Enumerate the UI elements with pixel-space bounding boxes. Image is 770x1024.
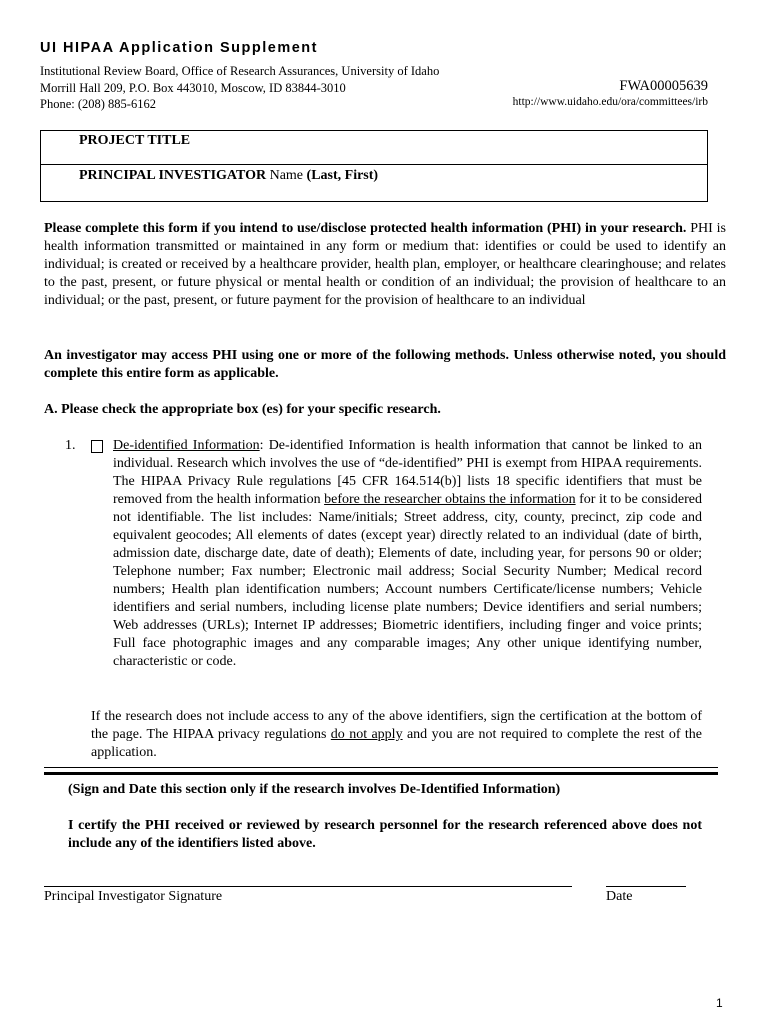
followup-paragraph bbox=[91, 708, 702, 762]
intro-paragraph bbox=[44, 220, 726, 310]
certification-statement: I certify the PHI received or reviewed by research personnel for the research referenced above does not include any of the identifiers listed above. bbox=[68, 818, 702, 851]
methods-note: An investigator may access PHI using one or more of the following methods. Unless otherwise noted, you should complete this entire form as applicable. bbox=[44, 348, 726, 381]
fwa-number: FWA00005639 bbox=[619, 78, 708, 94]
item-1-underlined: before the researcher obtains the information bbox=[324, 492, 576, 507]
followup-underlined: do not apply bbox=[330, 727, 403, 742]
address-line: Morrill Hall 209, P.O. Box 443010, Moscow, ID 83844-3010 bbox=[40, 81, 346, 95]
intro-text: PHI is health information transmitted or maintained in any form or medium that: identifies or could be used to identify an individual; is created or received by a healthcare provider, health plan, employer, or healthcare clearinghouse; and relates to the past, present, or future physical or mental health or condition of an individual; the provision of healthcare to an individual; or the past, present, or future payment for the provision of healthcare to an individual bbox=[44, 221, 726, 308]
item-1-text-part2: for it to be considered not identifiable. The list includes: Name/initials; Street address, city, county, precinct, zip code and equivalent geocodes; All elements of dates (except year) directly related to an individual (date of birth, admission date, discharge date, date of death); Elements of date, including year, for persons 90 or older; Telephone number; Fax number; Electronic mail address; Social Security Number; Medical record numbers; Health plan identification numbers; Account numbers Certificate/license numbers; Vehicle identifiers and serial numbers, including license plate numbers; Device identifiers and serial numbers; Web addresses (URLs); Internet IP addresses; Biometric identifiers, including finger and voice prints; Full face photographic images and any comparable images; Any other unique identifying number, characteristic or code. bbox=[113, 492, 702, 669]
signature-line[interactable] bbox=[44, 886, 572, 887]
deidentified-checkbox[interactable] bbox=[91, 438, 103, 456]
checkbox-square[interactable] bbox=[91, 440, 103, 453]
section-a-heading: A. Please check the appropriate box (es) for your specific research. bbox=[44, 402, 441, 417]
date-label: Date bbox=[606, 889, 633, 904]
box-divider bbox=[41, 164, 707, 165]
pi-label: PRINCIPAL INVESTIGATOR bbox=[79, 168, 267, 183]
item-1-text bbox=[113, 437, 702, 671]
page-number: 1 bbox=[716, 996, 723, 1010]
pi-name-word: Name bbox=[269, 168, 304, 183]
date-line[interactable] bbox=[606, 886, 686, 887]
phone-line: Phone: (208) 885-6162 bbox=[40, 97, 156, 111]
separator-thin bbox=[44, 767, 718, 768]
certification-instruction: (Sign and Date this section only if the research involves De-Identified Information) bbox=[68, 782, 561, 797]
irb-url[interactable]: http://www.uidaho.edu/ora/committees/irb bbox=[512, 96, 708, 108]
org-line: Institutional Review Board, Office of Research Assurances, University of Idaho bbox=[40, 64, 440, 78]
intro-bold: Please complete this form if you intend to use/disclose protected health information (PHI) in your research. bbox=[44, 221, 687, 236]
item-1-text-part1: : De-identified Information is health information that cannot be linked to an individual. Research which involves the use of “de-identified” PHI is exempt from HIPAA requirements. The HIPAA Privacy Rule regulations [45 CFR 164.514(b)] lists 18 specific identifiers that must be removed from the health information bbox=[113, 438, 702, 507]
pi-name-format: (Last, First) bbox=[306, 168, 379, 183]
project-title-field[interactable] bbox=[79, 133, 190, 149]
item-1-number: 1. bbox=[65, 438, 76, 453]
followup-text-part1: If the research does not include access to any of the above identifiers, sign the certification at the bottom of the page. The HIPAA privacy regulations bbox=[91, 709, 702, 742]
signature-label: Principal Investigator Signature bbox=[44, 889, 223, 904]
deidentified-term: De-identified Information bbox=[113, 438, 260, 453]
followup-text-part2: and you are not required to complete the rest of the application. bbox=[91, 727, 702, 760]
project-info-box bbox=[40, 130, 708, 202]
project-title-label: PROJECT TITLE bbox=[79, 133, 191, 148]
pi-name-field[interactable] bbox=[79, 168, 378, 184]
separator-thick bbox=[44, 772, 718, 775]
form-title: UI HIPAA Application Supplement bbox=[40, 40, 318, 56]
